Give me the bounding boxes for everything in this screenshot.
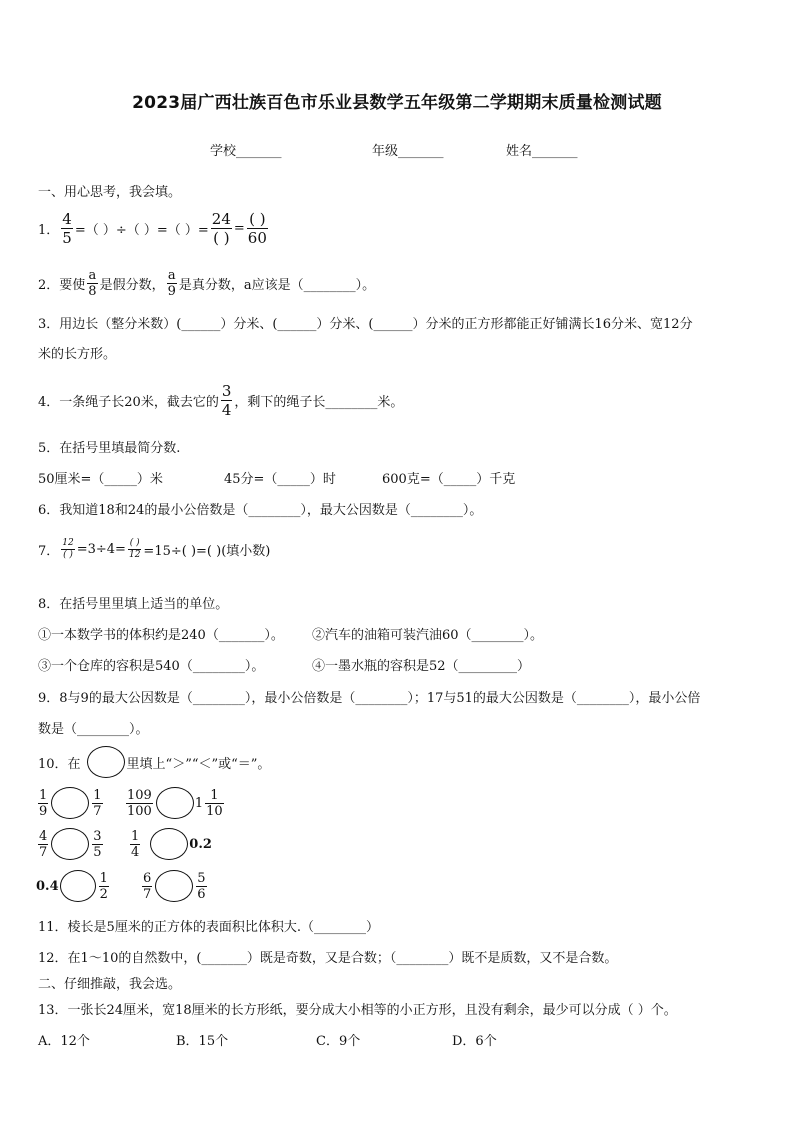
q10-text-a: 10．在 [38, 756, 81, 772]
q10-compare-3: $\frac{4}{7}$ $\frac{3}{5}$ [39, 828, 102, 860]
q10-compare-4: $\frac{1}{4}$ 0.2 [131, 828, 212, 860]
compare-circle[interactable] [150, 828, 188, 860]
page-title: 2023届广西壮族百色市乐业县数学五年级第二学期期末质量检测试题 [132, 93, 662, 113]
question-5-line-1: 5．在括号里填最简分数. [38, 441, 181, 456]
compare-circle[interactable] [51, 787, 89, 819]
question-7 [38, 538, 270, 561]
question-9-line-2: 数是（________）。 [38, 722, 149, 737]
section-1-heading: 一、用心思考，我会填。 [38, 185, 182, 200]
question-3-line-1: 3．用边长（整分米数）(______）分米、(______）分米、(______）分米的正方形都能正好铺满长16分米、宽12分 [38, 317, 693, 332]
question-9-line-1: 9．8与9的最大公因数是（________），最小公倍数是（________）；17与51的最大公因数是（________），最小公倍 [38, 691, 701, 706]
q7-text-b: =15÷( )=( )(填小数) [143, 544, 271, 559]
section-2-heading: 二、仔细推敲，我会选。 [38, 977, 182, 992]
q10-example-circle [87, 746, 125, 778]
q1-number: 1． [38, 223, 60, 238]
q13-option-c[interactable]: C．9个 [316, 1034, 361, 1049]
q2-text-a: 2．要使 [38, 278, 86, 293]
question-6: 6．我知道18和24的最小公倍数是（________），最大公因数是（________）。 [38, 503, 483, 518]
question-4 [38, 382, 403, 419]
question-13: 13．一张长24厘米，宽18厘米的长方形纸，要分成大小相等的小正方形，且没有剩余，最少可以分成（ ）个。 [38, 1003, 677, 1018]
question-1 [38, 210, 270, 247]
q10-text-b: 里填上“＞”“＜”或“＝”。 [126, 756, 271, 772]
q1-equals: = [233, 221, 245, 236]
q2-fraction-1: $\frac{a}{8}$ [88, 268, 97, 299]
question-8-line-1: 8．在括号里里填上适当的单位。 [38, 597, 229, 612]
q4-fraction: $\frac{3}{4}$ [221, 382, 232, 419]
question-3-line-2: 米的长方形。 [38, 347, 117, 362]
question-11: 11．棱长是5厘米的正方体的表面积比体积大.（________） [38, 920, 379, 935]
question-2 [38, 268, 375, 299]
question-8-part-2: ②汽车的油箱可装汽油60（________）。 [312, 628, 544, 643]
question-12: 12．在1～10的自然数中，(_______）既是奇数，又是合数；（________）既不是质数，又不是合数。 [38, 951, 618, 966]
q7-text-a: =3÷4= [76, 542, 126, 557]
compare-circle[interactable] [51, 828, 89, 860]
compare-circle[interactable] [155, 870, 193, 902]
q2-text-c: 是真分数，a应该是（________）。 [178, 278, 376, 293]
q10-compare-5: 0.4 $\frac{1}{2}$ [36, 870, 108, 902]
q4-text-b: ，剩下的绳子长________米。 [234, 395, 404, 410]
q10-compare-6: $\frac{6}{7}$ $\frac{5}{6}$ [143, 870, 206, 902]
q13-option-b[interactable]: B．15个 [176, 1034, 229, 1049]
q13-option-d[interactable]: D．6个 [452, 1034, 497, 1049]
question-8-part-1: ①一本数学书的体积约是240（_______）。 [38, 628, 284, 643]
compare-circle[interactable] [156, 787, 194, 819]
question-5-part-3: 600克=（_____）千克 [382, 472, 516, 487]
q10-compare-1: $\frac{1}{9}$ $\frac{1}{7}$ [39, 787, 102, 819]
q1-middle: =（ ）÷（ ）=（ ）= [74, 223, 209, 238]
q4-text-a: 4．一条绳子长20米，截去它的 [38, 395, 219, 410]
q7-fraction-1: $\frac{12}{( )}$ [62, 538, 74, 560]
q2-text-b: 是假分数， [99, 278, 165, 293]
question-8-part-4: ④一墨水瓶的容积是52（_________） [312, 659, 531, 674]
question-8-part-3: ③一个仓库的容积是540（________）。 [38, 659, 265, 674]
q2-fraction-2: $\frac{a}{9}$ [167, 268, 176, 299]
school-field: 学校_______ [210, 144, 282, 159]
question-5-part-1: 50厘米=（_____）米 [38, 472, 163, 487]
q13-option-a[interactable]: A．12个 [38, 1034, 90, 1049]
q1-fraction-2: $\frac{24}{( )}$ [211, 210, 231, 247]
q1-fraction-3: $\frac{( )}{60}$ [247, 210, 267, 247]
name-field: 姓名_______ [506, 144, 578, 159]
question-10 [38, 746, 270, 778]
question-5-part-2: 45分=（_____）时 [224, 472, 336, 487]
q7-number: 7． [38, 544, 60, 559]
q1-fraction-1: $\frac{4}{5}$ [62, 210, 72, 247]
q7-fraction-2: $\frac{( )}{12}$ [128, 538, 141, 560]
q10-compare-2: $\frac{109}{100}$ 1 $\frac{1}{10}$ [127, 787, 223, 819]
compare-circle[interactable] [60, 870, 96, 902]
grade-field: 年级_______ [372, 144, 444, 159]
